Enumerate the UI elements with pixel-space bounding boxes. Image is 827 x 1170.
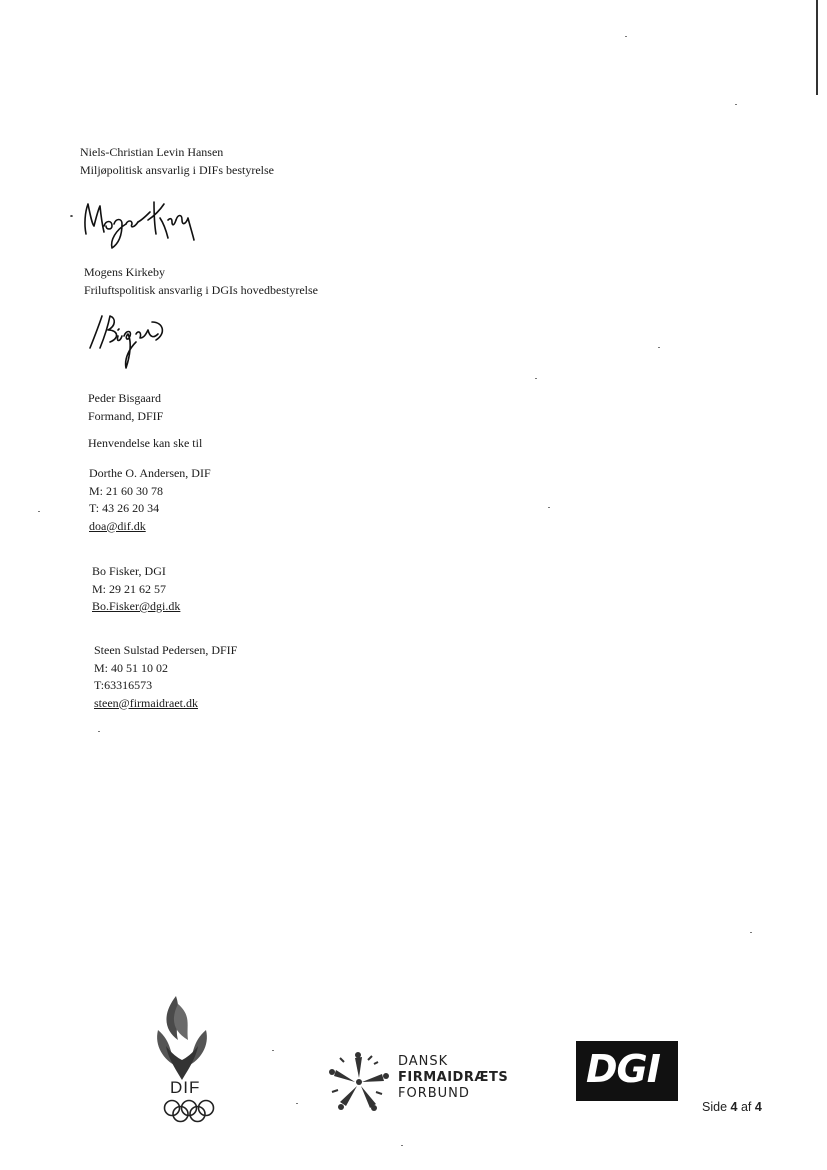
contact-steen <box>94 642 237 712</box>
contact-intro-text: Henvendelse kan ske til <box>88 436 203 450</box>
scan-speck <box>272 1050 274 1051</box>
dfif-logo-line3: FORBUND <box>398 1086 470 1101</box>
contact-phone: T: 43 26 20 34 <box>89 501 160 515</box>
signatory-title: Miljøpolitisk ansvarlig i DIFs bestyrelse <box>80 162 274 177</box>
scan-speck <box>548 507 550 508</box>
signatory-title: Formand, DFIF <box>88 408 164 423</box>
signatory-name: Niels-Christian Levin Hansen <box>80 145 224 159</box>
signatory-title: Friluftspolitisk ansvarlig i DGIs hovedbestyrelse <box>84 282 318 297</box>
dfif-logo-line2: FIRMAIDRÆTS <box>398 1070 509 1085</box>
signature-mogens-kirkeby <box>68 196 198 250</box>
contact-email-link[interactable]: doa@dif.dk <box>89 518 146 533</box>
scan-speck <box>535 378 537 379</box>
signatory-name: Peder Bisgaard <box>88 391 161 405</box>
dif-logo-text: DIF <box>170 1078 201 1097</box>
page-number-separator: af <box>740 1100 752 1114</box>
signatory-peder <box>88 390 163 425</box>
scan-speck <box>625 36 627 37</box>
contact-mobile: M: 21 60 30 78 <box>89 483 164 498</box>
page-number-total: 4 <box>754 1100 762 1114</box>
scan-speck <box>750 932 752 933</box>
scan-edge-line <box>816 0 818 95</box>
dgi-logo-text: DGI <box>586 1047 660 1091</box>
contact-mobile: M: 40 51 10 02 <box>94 660 169 675</box>
signatory-mogens <box>84 264 318 299</box>
scan-speck <box>658 347 660 348</box>
signature-peder-bisgaard <box>86 308 170 378</box>
page-number-prefix: Side <box>702 1100 728 1114</box>
contact-intro <box>88 435 202 453</box>
signatory-name: Mogens Kirkeby <box>84 265 165 279</box>
contact-name: Bo Fisker, DGI <box>92 564 166 578</box>
dif-logo <box>152 996 232 1128</box>
contact-bo <box>92 563 180 616</box>
scan-speck <box>98 731 100 732</box>
scan-speck <box>38 511 40 512</box>
dif-flame-icon <box>152 996 232 1080</box>
dfif-logo <box>328 1052 518 1112</box>
page-number-current: 4 <box>730 1100 738 1114</box>
scan-speck <box>735 104 737 105</box>
contact-email-link[interactable]: steen@firmaidraet.dk <box>94 695 199 710</box>
contact-mobile: M: 29 21 62 57 <box>92 581 167 596</box>
contact-phone: T:63316573 <box>94 678 153 692</box>
dfif-star-figures-icon <box>328 1052 390 1112</box>
contact-email-link[interactable]: Bo.Fisker@dgi.dk <box>92 599 181 613</box>
signatory-niels <box>80 144 274 179</box>
olympic-rings-icon <box>162 1099 216 1123</box>
scan-speck <box>296 1103 298 1104</box>
scan-speck <box>401 1145 403 1146</box>
contact-name: Dorthe O. Andersen, DIF <box>89 466 211 480</box>
contact-name: Steen Sulstad Pedersen, DFIF <box>94 643 238 657</box>
page-number <box>702 1100 762 1114</box>
dfif-logo-line1: DANSK <box>398 1054 449 1069</box>
contact-dorthe <box>89 465 211 535</box>
dgi-logo <box>576 1041 678 1101</box>
